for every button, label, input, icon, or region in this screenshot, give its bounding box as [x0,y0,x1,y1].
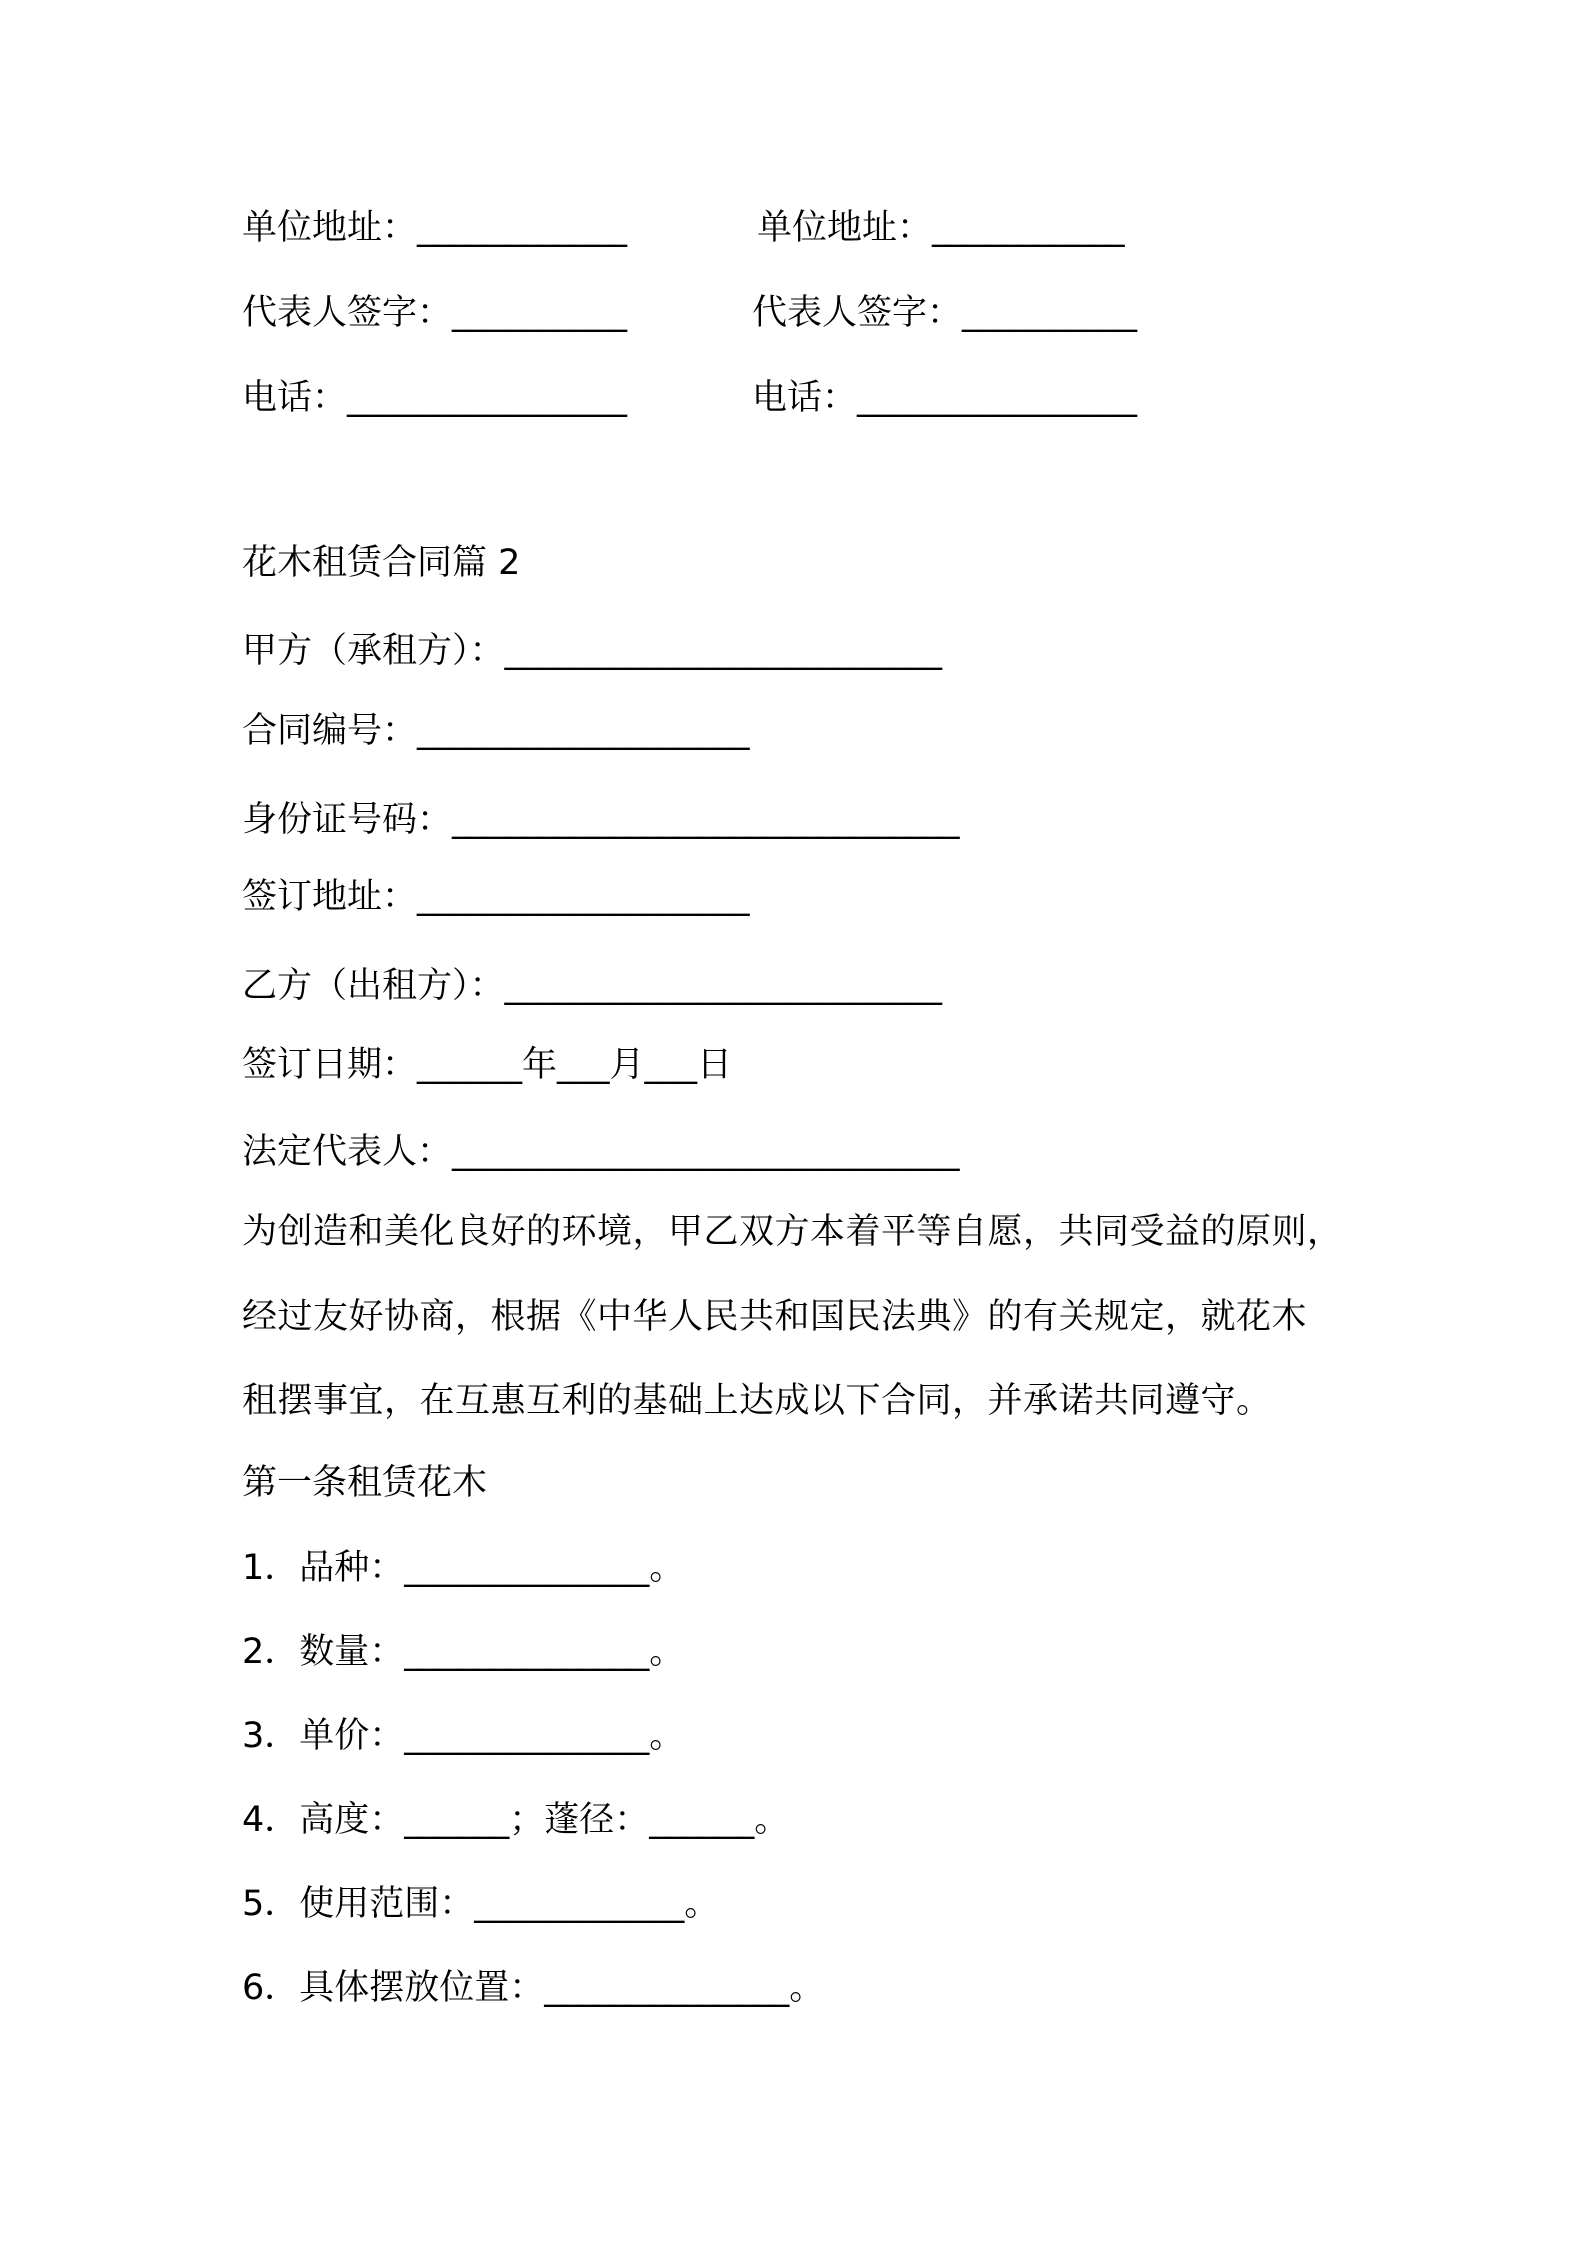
id-number-field: 身份证号码：_____________________________ [242,800,960,840]
left-unit-address: 单位地址：____________ [242,208,628,248]
list-item: 2．数量：______________。 [242,1632,685,1672]
list-item: 3．单价：______________。 [242,1716,685,1756]
article-1-title: 第一条租赁花木 [242,1463,488,1503]
intro-paragraph-line-2: 经过友好协商，根据《中华人民共和国民法典》的有关规定，就花木 [242,1297,1308,1337]
legal-representative-field: 法定代表人：_____________________________ [242,1132,960,1172]
intro-paragraph-line-1: 为创造和美化良好的环境，甲乙双方本着平等自愿，共同受益的原则， [242,1212,1343,1252]
sign-date-field: 签订日期：______年___月___日 [242,1045,733,1085]
contract-title: 花木租赁合同篇 2 [242,543,521,583]
left-representative-signature: 代表人签字：__________ [242,293,628,333]
list-item: 6．具体摆放位置：______________。 [242,1968,825,2008]
contract-number-field: 合同编号：___________________ [242,711,750,751]
right-unit-address: 单位地址：___________ [757,208,1125,248]
sign-address-field: 签订地址：___________________ [242,877,750,917]
right-phone: 电话：________________ [752,378,1138,418]
right-representative-signature: 代表人签字：__________ [752,293,1138,333]
left-phone: 电话：________________ [242,378,628,418]
party-b-field: 乙方（出租方）：_________________________ [242,966,943,1006]
list-item: 1．品种：______________。 [242,1548,685,1588]
list-item: 4．高度：______；蓬径：______。 [242,1800,790,1840]
list-item: 5．使用范围：____________。 [242,1884,720,1924]
party-a-field: 甲方（承租方）：_________________________ [242,631,943,671]
intro-paragraph-line-3: 租摆事宜，在互惠互利的基础上达成以下合同，并承诺共同遵守。 [242,1381,1272,1421]
